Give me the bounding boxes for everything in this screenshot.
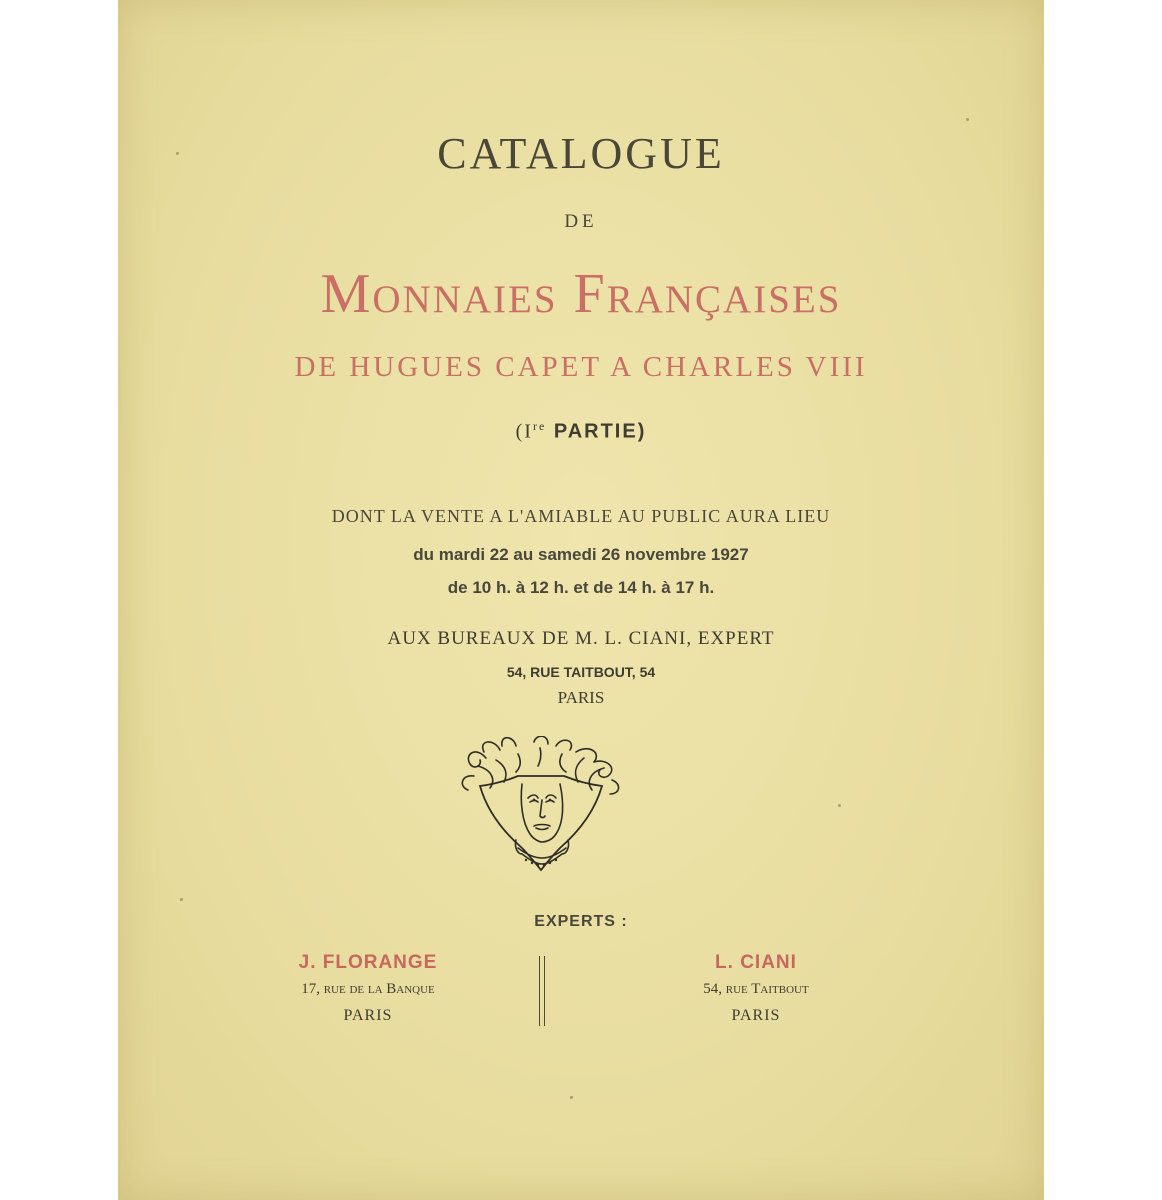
sale-intro: DONT LA VENTE A L'AMIABLE AU PUBLIC AURA LIEU xyxy=(331,506,831,526)
expert-ciani-name: L. CIANI xyxy=(715,952,797,973)
expert-ciani-address: 54, rue Taitbout xyxy=(703,981,809,997)
catalogue-main-title: Monnaies Françaises xyxy=(320,263,842,325)
paper-speck xyxy=(180,898,183,901)
part-label xyxy=(118,419,1044,444)
sale-city: PARIS xyxy=(557,688,605,707)
sale-place: AUX BUREAUX DE M. L. CIANI, EXPERT xyxy=(387,628,775,649)
medusa-head-ornament-icon xyxy=(456,736,626,872)
expert-florange-address: 17, rue de la Banque xyxy=(301,981,435,997)
catalogue-heading: CATALOGUE xyxy=(437,129,725,178)
experts-heading: EXPERTS : xyxy=(534,913,628,930)
expert-ciani xyxy=(606,952,906,1025)
paper-speck xyxy=(570,1096,573,1099)
sale-dates: du mardi 22 au samedi 26 novembre 1927 xyxy=(413,545,749,564)
experts-divider xyxy=(539,956,545,1026)
sale-street: 54, RUE TAITBOUT, 54 xyxy=(506,664,656,680)
part-text: PARTIE) xyxy=(546,420,647,443)
sale-hours: de 10 h. à 12 h. et de 14 h. à 17 h. xyxy=(447,578,715,597)
expert-florange-name: J. FLORANGE xyxy=(298,952,438,973)
catalogue-subtitle: DE HUGUES CAPET A CHARLES VIII xyxy=(294,351,868,383)
paper-speck xyxy=(838,804,841,807)
part-open: (I xyxy=(515,420,533,443)
paper-speck xyxy=(176,152,179,155)
catalogue-title-page xyxy=(118,0,1044,1200)
catalogue-heading-de: DE xyxy=(564,211,598,232)
part-superscript: re xyxy=(532,419,547,433)
expert-florange-city: PARIS xyxy=(343,1007,393,1024)
paper-speck xyxy=(966,118,969,121)
expert-florange xyxy=(218,952,518,1025)
expert-ciani-city: PARIS xyxy=(731,1007,781,1024)
